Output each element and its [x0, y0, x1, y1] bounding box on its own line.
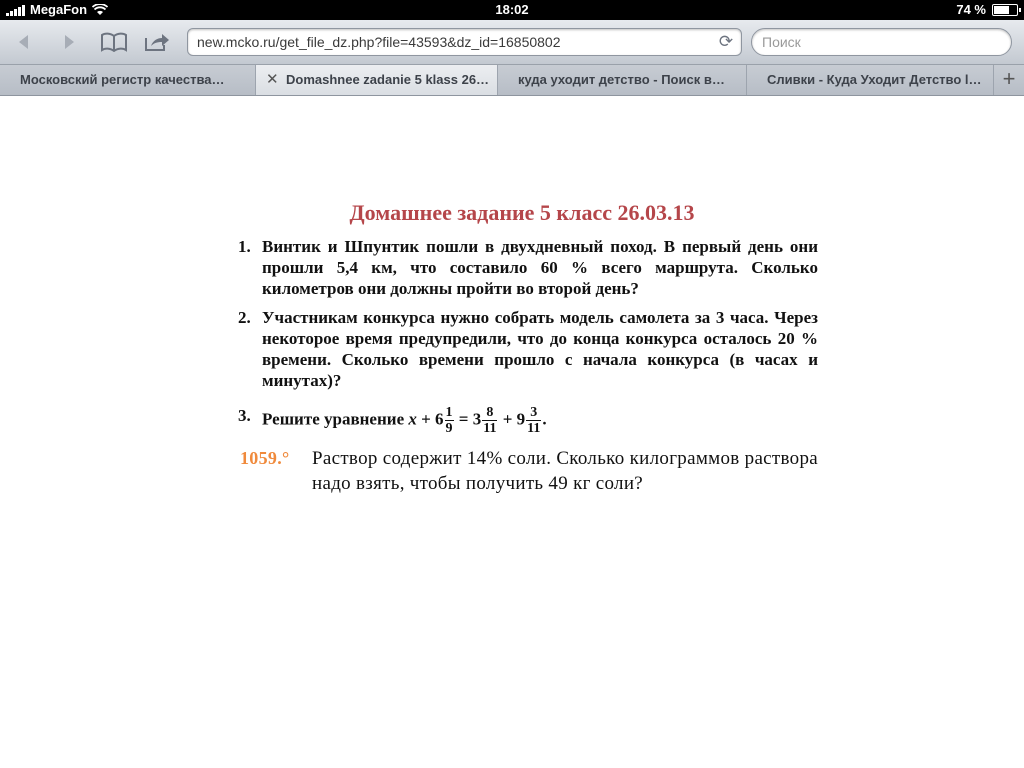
- search-input[interactable]: [751, 28, 1012, 56]
- address-bar[interactable]: [187, 28, 742, 56]
- task-1: [238, 236, 818, 299]
- task-text: Винтик и Шпунтик пошли в двухдневный поход. В первый день они прошли 5,4 км, что составило 60 % всего маршрута. Сколько километров они должны пройти во второй день?: [262, 237, 818, 298]
- forward-arrow-icon: [60, 33, 78, 51]
- equation-term: + 9: [502, 409, 526, 429]
- tab-search-detstvo[interactable]: [498, 65, 747, 95]
- battery-percent: 74 %: [956, 2, 986, 17]
- back-button[interactable]: [10, 29, 38, 55]
- tab-label: Domashnee zadanie 5 klass 26…: [286, 72, 490, 87]
- plus-icon: +: [1002, 66, 1016, 91]
- fraction-2: $\frac{8}{11}$: [483, 405, 497, 436]
- page-title: Домашнее задание 5 класс 26.03.13: [349, 200, 695, 225]
- task-1059: [238, 446, 818, 496]
- task-number: 2.: [238, 308, 251, 327]
- task-prefix: Решите уравнение: [262, 409, 405, 429]
- task-text: Участникам конкурса нужно собрать модель самолета за 3 часа. Через некоторое время предупредили, что до конца конкурса осталось 20 % времени. Сколько времени прошло с начала конкурса (в часах и минутах)?: [262, 308, 818, 390]
- task-number: 1.: [238, 237, 251, 256]
- tab-bar: [0, 65, 1024, 96]
- task-2: [238, 307, 818, 391]
- battery-icon: [992, 4, 1018, 16]
- task-number: 1059.°: [240, 448, 290, 468]
- tab-homework[interactable]: [256, 65, 498, 95]
- task-3: [238, 405, 818, 436]
- status-right: [956, 2, 1018, 17]
- tab-slivki[interactable]: [747, 65, 994, 95]
- fraction-1: $\frac{1}{9}$: [445, 405, 453, 436]
- bookmarks-button[interactable]: [100, 29, 128, 55]
- status-bar: [0, 0, 1024, 20]
- url-text: new.mcko.ru/get_file_dz.php?file=43593&dz_id=16850802: [197, 34, 561, 50]
- equation-term: + 6: [421, 409, 444, 429]
- task-text: Раствор содержит 14% соли. Сколько килограммов раствора надо взять, чтобы получить 49 кг соли?: [312, 448, 818, 494]
- new-tab-button[interactable]: [994, 65, 1024, 95]
- book-icon: [101, 32, 127, 52]
- tab-label: Сливки - Куда Уходит Детство l…: [767, 72, 982, 87]
- back-arrow-icon: [15, 33, 33, 51]
- share-button[interactable]: [143, 29, 171, 55]
- document-content: [238, 200, 818, 496]
- tab-label: куда уходит детство - Поиск в…: [518, 72, 725, 87]
- equation-variable: x: [408, 409, 417, 429]
- equation-end: .: [542, 409, 547, 429]
- fraction-3: $\frac{3}{11}$: [527, 405, 541, 436]
- share-arrow-icon: [144, 32, 170, 52]
- tab-mcko-register[interactable]: [0, 65, 256, 95]
- reload-icon[interactable]: ⟳: [718, 32, 734, 51]
- tab-label: Московский регистр качества…: [20, 72, 225, 87]
- browser-toolbar: [0, 20, 1024, 65]
- task-number: 3.: [238, 406, 251, 425]
- close-tab-icon[interactable]: ✕: [266, 71, 279, 88]
- forward-button[interactable]: [55, 29, 83, 55]
- clock: 18:02: [495, 2, 529, 17]
- equation-term: = 3: [458, 409, 482, 429]
- carrier-name: MegaFon: [30, 2, 88, 17]
